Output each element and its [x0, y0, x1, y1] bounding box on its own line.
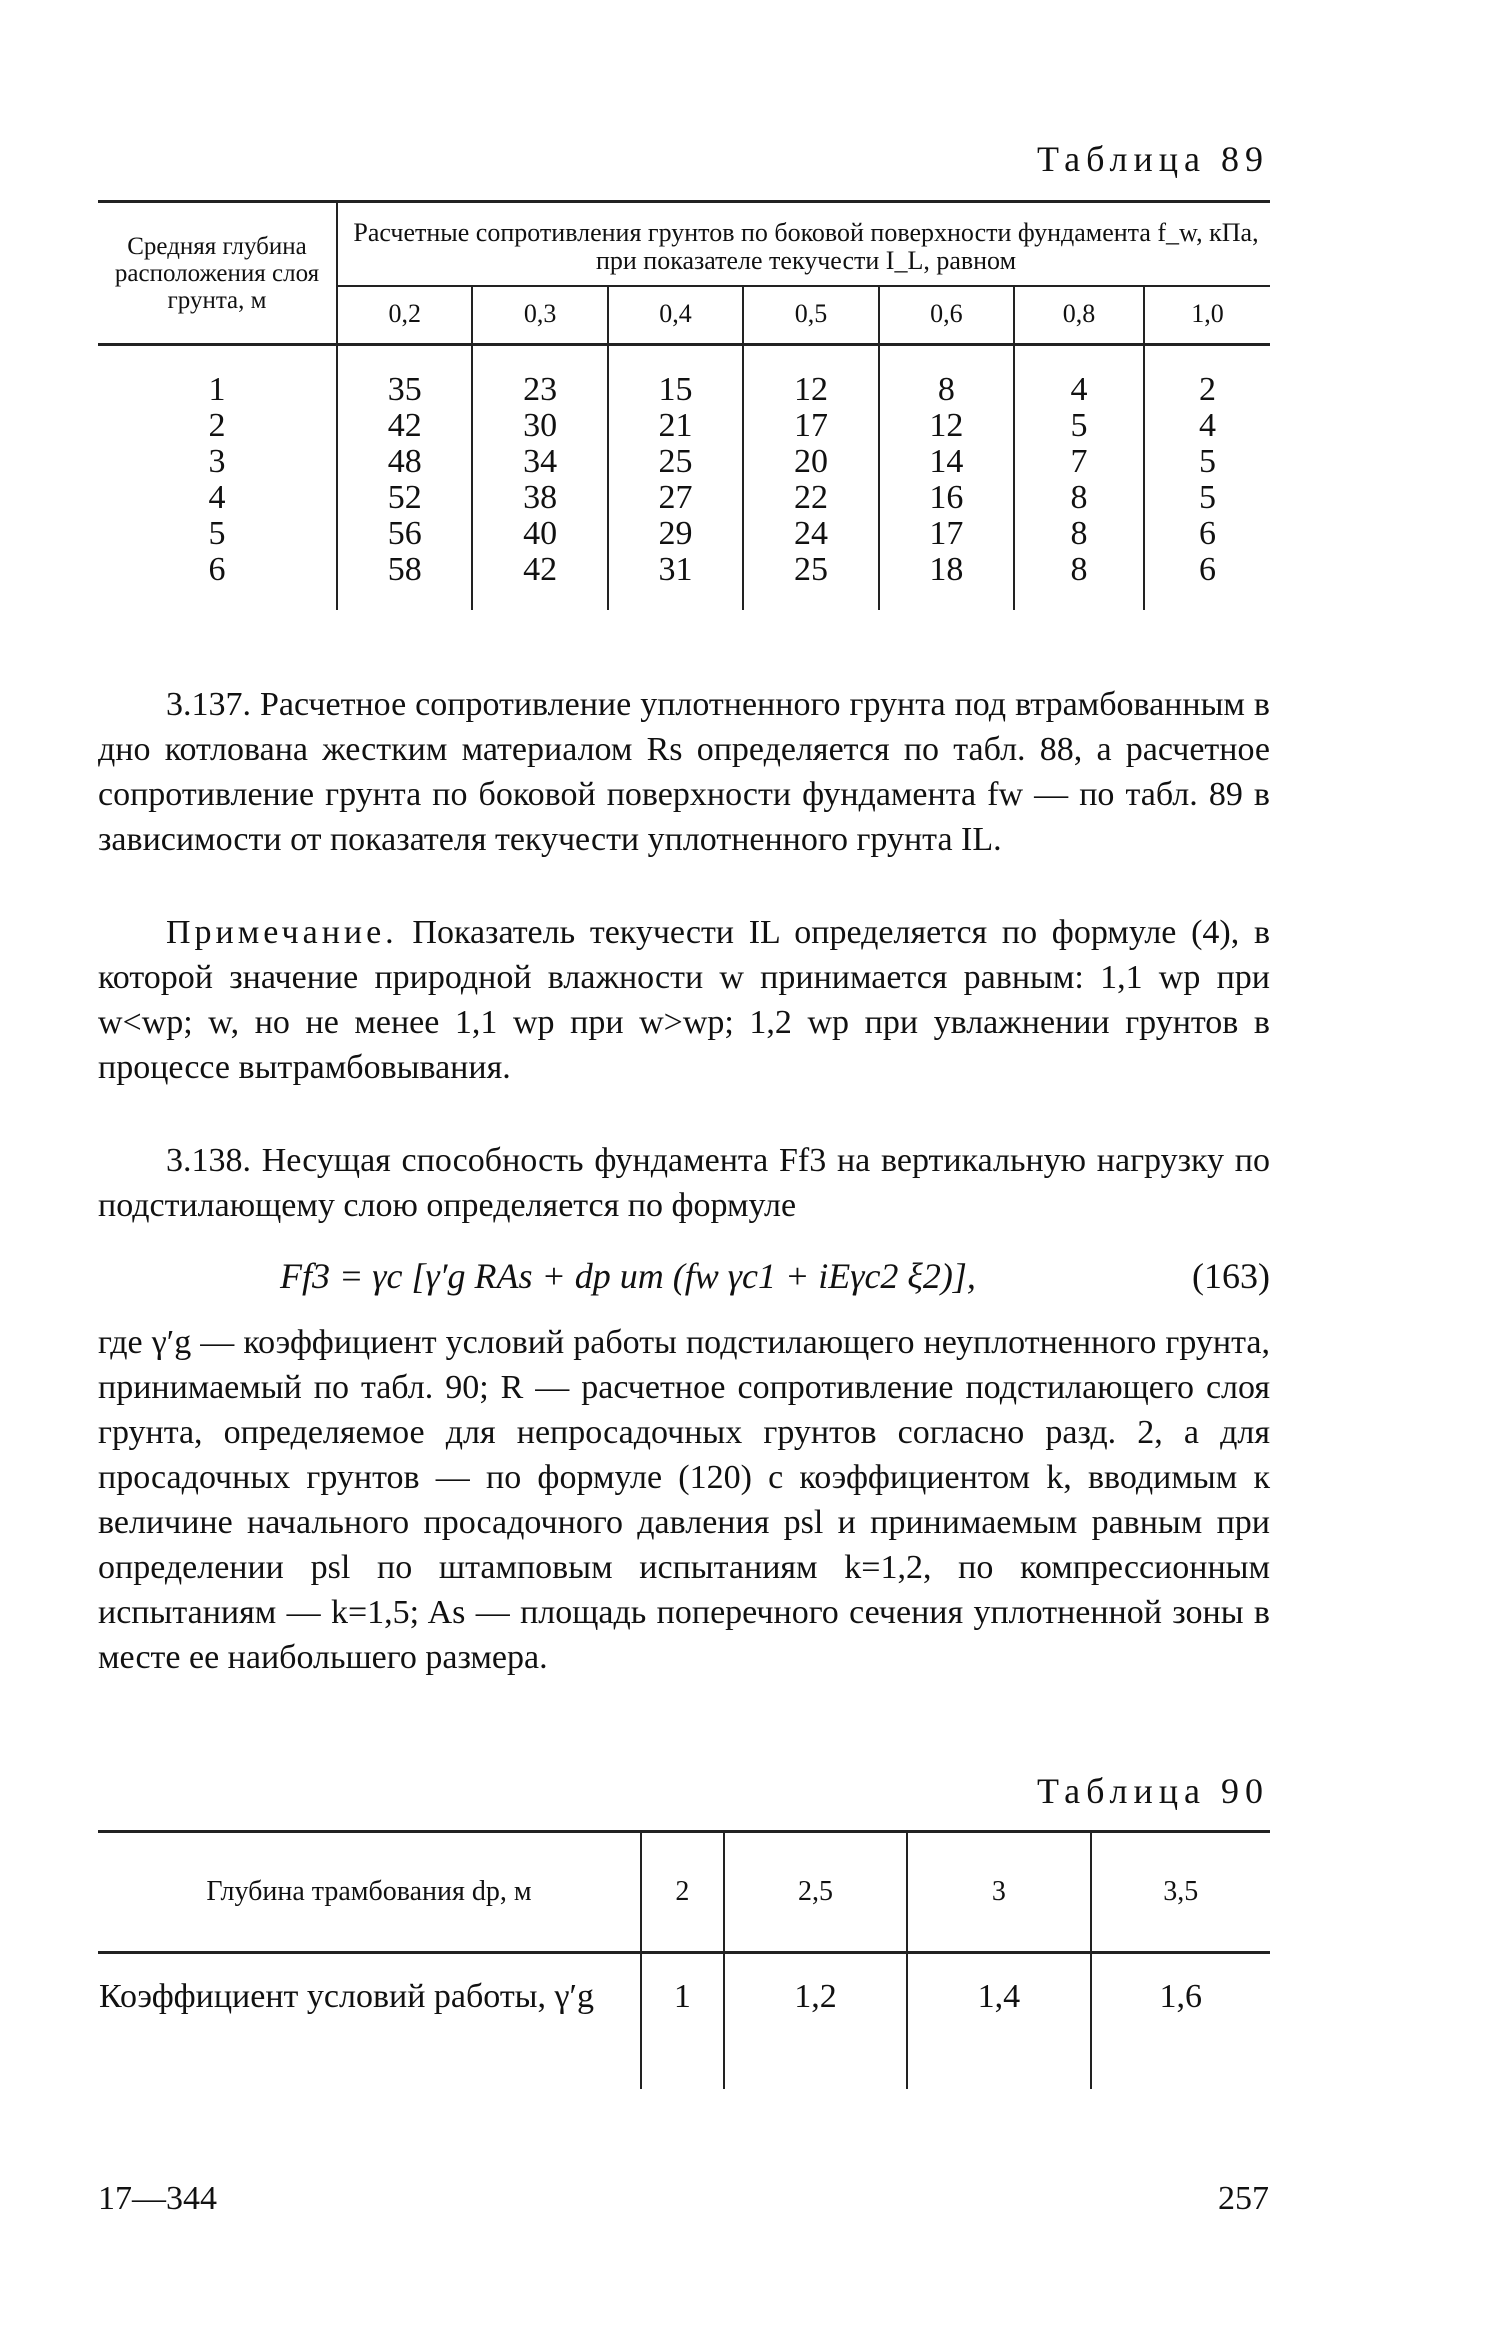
- note-paragraph: [98, 910, 1270, 1090]
- table-90-caption: Таблица 90: [1037, 1771, 1269, 1811]
- table-cell: 8: [879, 345, 1014, 409]
- table-90-col-header: 3,5: [1163, 1876, 1199, 1907]
- table-90-col-header: 2,5: [724, 1832, 907, 1953]
- table-cell: 5: [98, 516, 337, 552]
- table-cell: 31: [608, 552, 743, 610]
- table-cell: 1,4: [907, 1953, 1090, 2090]
- table-row: [98, 516, 1270, 552]
- table-cell: 17: [743, 408, 878, 444]
- table-90-col-header: 3: [907, 1832, 1090, 1953]
- table-89-col-header: 1,0: [1191, 299, 1224, 328]
- table-cell: 56: [337, 516, 472, 552]
- table-row: [98, 1953, 1270, 2090]
- table-cell: 4: [1198, 407, 1216, 444]
- table-cell: 58: [337, 552, 472, 610]
- table-cell: 1,6: [1159, 1978, 1203, 2015]
- table-89: [98, 200, 1270, 610]
- table-cell: 6: [98, 552, 337, 610]
- table-89-col-header: 0,3: [472, 286, 607, 345]
- table-90-depth-header: Глубина трамбования dp, м: [98, 1832, 641, 1953]
- table-row: [98, 552, 1270, 610]
- table-cell: 3: [98, 444, 337, 480]
- table-cell: 42: [472, 552, 607, 610]
- table-cell: 12: [879, 408, 1014, 444]
- table-row: [98, 408, 1270, 444]
- table-cell: 7: [1014, 444, 1144, 480]
- paragraph-3137: 3.137. Расчетное сопротивление уплотненного грунта под втрамбованным в дно котлована жестким материалом Rs определяется по табл. 88, а расчетное сопротивление грунта по боковой поверхности фундамента fw — по табл. 89 в зависимости от показателя текучести уплотненного грунта IL.: [98, 686, 1270, 858]
- table-cell: 5: [1198, 479, 1216, 516]
- note-label: Примечание.: [166, 914, 398, 951]
- table-cell: 21: [608, 408, 743, 444]
- table-cell: 6: [1198, 551, 1216, 588]
- table-cell: 20: [743, 444, 878, 480]
- table-cell: 15: [608, 345, 743, 409]
- page-number: 257: [1218, 2180, 1269, 2217]
- table-cell: 23: [472, 345, 607, 409]
- table-89-main-header: Расчетные сопротивления грунтов по боковой поверхности фундамента f_w, кПа, при показателе текучести I_L, равном: [337, 202, 1270, 287]
- table-cell: 8: [1014, 552, 1144, 610]
- table-89-col-header: 0,5: [743, 286, 878, 345]
- table-cell: 16: [879, 480, 1014, 516]
- paragraph-3138: 3.138. Несущая способность фундамента Ff3 на вертикальную нагрузку по подстилающему слою определяется по формуле: [98, 1142, 1270, 1224]
- table-cell: 5: [1198, 443, 1216, 480]
- table-cell: 14: [879, 444, 1014, 480]
- table-cell: 25: [608, 444, 743, 480]
- table-cell: 17: [879, 516, 1014, 552]
- table-90: [98, 1830, 1270, 2089]
- table-row: [98, 444, 1270, 480]
- table-89-col-header: 0,4: [608, 286, 743, 345]
- formula-number: (163): [1192, 1256, 1270, 1296]
- table-row: [98, 345, 1270, 409]
- table-cell: 2: [98, 408, 337, 444]
- table-cell: 8: [1014, 516, 1144, 552]
- table-cell: 42: [337, 408, 472, 444]
- table-cell: 30: [472, 408, 607, 444]
- table-cell: 1,2: [724, 1953, 907, 2090]
- table-cell: 1: [641, 1953, 724, 2090]
- table-cell: 8: [1014, 480, 1144, 516]
- table-90-row-label: Коэффициент условий работы, γ′g: [98, 1953, 641, 2090]
- table-cell: 40: [472, 516, 607, 552]
- table-cell: 18: [879, 552, 1014, 610]
- table-cell: 1: [98, 345, 337, 409]
- table-row: [98, 480, 1270, 516]
- note-text: Показатель текучести IL определяется по формуле (4), в которой значение природной влажности w принимается равным: 1,1 wp при w<wp; w, но не менее 1,1 wp при w>wp; 1,2 wp при увлажнении грунтов в процессе вытрамбовывания.: [98, 914, 1271, 1086]
- table-cell: 22: [743, 480, 878, 516]
- signature-mark: 17—344: [98, 2180, 217, 2217]
- table-90-col-header: 2: [641, 1832, 724, 1953]
- table-cell: 29: [608, 516, 743, 552]
- table-89-col-header: 0,8: [1014, 286, 1144, 345]
- table-cell: 52: [337, 480, 472, 516]
- table-cell: 6: [1198, 515, 1216, 552]
- table-cell: 34: [472, 444, 607, 480]
- table-cell: 38: [472, 480, 607, 516]
- table-cell: 35: [337, 345, 472, 409]
- where-paragraph: где γ′g — коэффициент условий работы подстилающего неуплотненного грунта, принимаемый по табл. 90; R — расчетное сопротивление подстилающего слоя грунта, определяемое для непросадочных грунтов согласно разд. 2, а для просадочных грунтов — по формуле (120) с коэффициентом k, вводимым к величине начального просадочного давления psl и принимаемым равным при определении psl по штамповым испытаниям k=1,2, по компрессионным испытаниям — k=1,5; As — площадь поперечного сечения уплотненной зоны в месте ее наибольшего размера.: [98, 1324, 1270, 1676]
- table-89-depth-header: Средняя глубина расположения слоя грунта, м: [98, 202, 337, 345]
- formula-163: [280, 1255, 1270, 1297]
- table-cell: 4: [98, 480, 337, 516]
- table-cell: 5: [1014, 408, 1144, 444]
- table-89-caption: Таблица 89: [1037, 139, 1269, 179]
- table-cell: 24: [743, 516, 878, 552]
- formula-text: Ff3 = γc [γ′g RAs + dp um (fw γc1 + iEγc2 ξ2)],: [280, 1256, 976, 1296]
- table-cell: 48: [337, 444, 472, 480]
- table-cell: 27: [608, 480, 743, 516]
- table-89-col-header: 0,2: [337, 286, 472, 345]
- table-cell: 4: [1014, 345, 1144, 409]
- table-cell: 2: [1198, 371, 1216, 408]
- table-89-col-header: 0,6: [879, 286, 1014, 345]
- table-cell: 12: [743, 345, 878, 409]
- table-cell: 25: [743, 552, 878, 610]
